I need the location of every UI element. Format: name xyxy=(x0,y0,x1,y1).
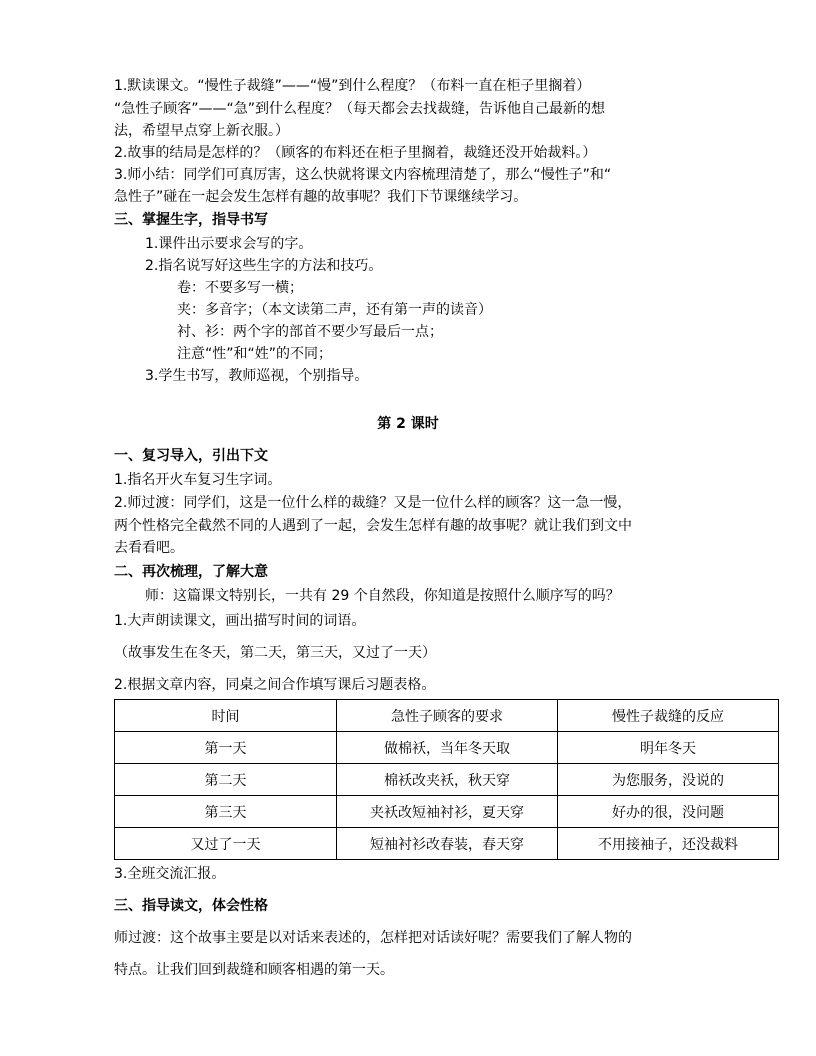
table-header-row xyxy=(115,700,779,732)
table-cell: 又过了一天 xyxy=(115,828,337,860)
table-cell: 第二天 xyxy=(115,764,337,796)
table-cell: 不用接袖子，还没裁料 xyxy=(558,828,779,860)
table-cell: 棉袄改夹袄，秋天穿 xyxy=(337,764,558,796)
table-header-cell: 急性子顾客的要求 xyxy=(337,700,558,732)
text-line: 师：这篇课文特别长，一共有 29 个自然段，你知道是按照什么顺序写的吗？ xyxy=(145,588,620,604)
text-line: 3.学生书写，教师巡视，个别指导。 xyxy=(145,368,369,384)
text-line: 3.师小结：同学们可真厉害，这么快就将课文内容梳理清楚了，那么“慢性子”和“ xyxy=(114,167,612,183)
text-line: 3.全班交流汇报。 xyxy=(114,866,226,882)
table-cell: 第三天 xyxy=(115,796,337,828)
table-cell: 为您服务，没说的 xyxy=(558,764,779,796)
text-line: 衬、衫：两个字的部首不要少写最后一点； xyxy=(177,324,443,340)
text-line: 2.根据文章内容，同桌之间合作填写课后习题表格。 xyxy=(114,677,436,693)
section-heading: 一、复习导入，引出下文 xyxy=(114,448,268,464)
table-cell: 短袖衬衫改春装，春天穿 xyxy=(337,828,558,860)
text-line: 特点。让我们回到裁缝和顾客相遇的第一天。 xyxy=(114,962,394,978)
table-cell: 明年冬天 xyxy=(558,732,779,764)
table-header-cell: 时间 xyxy=(115,700,337,732)
table-header-cell: 慢性子裁缝的反应 xyxy=(558,700,779,732)
text-line: 1.大声朗读课文，画出描写时间的词语。 xyxy=(114,613,366,629)
text-line: 1.默读课文。“慢性子裁缝”——“慢”到什么程度？（布料一直在柜子里搁着） xyxy=(114,78,591,94)
table-cell: 好办的很，没问题 xyxy=(558,796,779,828)
table-cell: 做棉袄，当年冬天取 xyxy=(337,732,558,764)
text-line: 急性子”碰在一起会发生怎样有趣的故事呢？我们下节课继续学习。 xyxy=(114,189,528,205)
text-line: 2.故事的结局是怎样的？（顾客的布料还在柜子里搁着，裁缝还没开始裁料。） xyxy=(114,145,597,161)
section-heading: 三、掌握生字，指导书写 xyxy=(114,212,268,228)
text-line: 1.指名开火车复习生字词。 xyxy=(114,472,282,488)
section-heading: 二、再次梳理，了解大意 xyxy=(114,564,268,580)
table-row xyxy=(115,828,779,860)
text-line: “急性子顾客”——“急”到什么程度？（每天都会去找裁缝，告诉他自己最新的想 xyxy=(114,101,606,117)
table-row xyxy=(115,732,779,764)
table-cell: 夹袄改短袖衬衫，夏天穿 xyxy=(337,796,558,828)
summary-table xyxy=(114,699,779,860)
text-line: 去看看吧。 xyxy=(114,540,184,556)
text-line: 两个性格完全截然不同的人遇到了一起，会发生怎样有趣的故事呢？就让我们到文中 xyxy=(114,518,632,534)
table-row xyxy=(115,764,779,796)
text-line: 法，希望早点穿上新衣服。） xyxy=(114,123,289,139)
text-line: 师过渡：这个故事主要是以对话来表述的，怎样把对话读好呢？需要我们了解人物的 xyxy=(114,930,632,946)
text-line: 1.课件出示要求会写的字。 xyxy=(145,236,313,252)
table-row xyxy=(115,796,779,828)
table-cell: 第一天 xyxy=(115,732,337,764)
text-line: （故事发生在冬天，第二天，第三天，又过了一天） xyxy=(114,645,436,661)
lesson-title: 第 2 课时 xyxy=(377,416,439,432)
text-line: 2.指名说写好这些生字的方法和技巧。 xyxy=(145,258,383,274)
text-line: 卷：不要多写一横； xyxy=(177,280,303,296)
text-line: 夹：多音字；（本文读第二声，还有第一声的读音） xyxy=(177,302,492,318)
text-line: 2.师过渡：同学们，这是一位什么样的裁缝？又是一位什么样的顾客？这一急一慢， xyxy=(114,495,632,511)
text-line: 注意“性”和“姓”的不同； xyxy=(177,346,333,362)
section-heading: 三、指导读文，体会性格 xyxy=(114,898,268,914)
